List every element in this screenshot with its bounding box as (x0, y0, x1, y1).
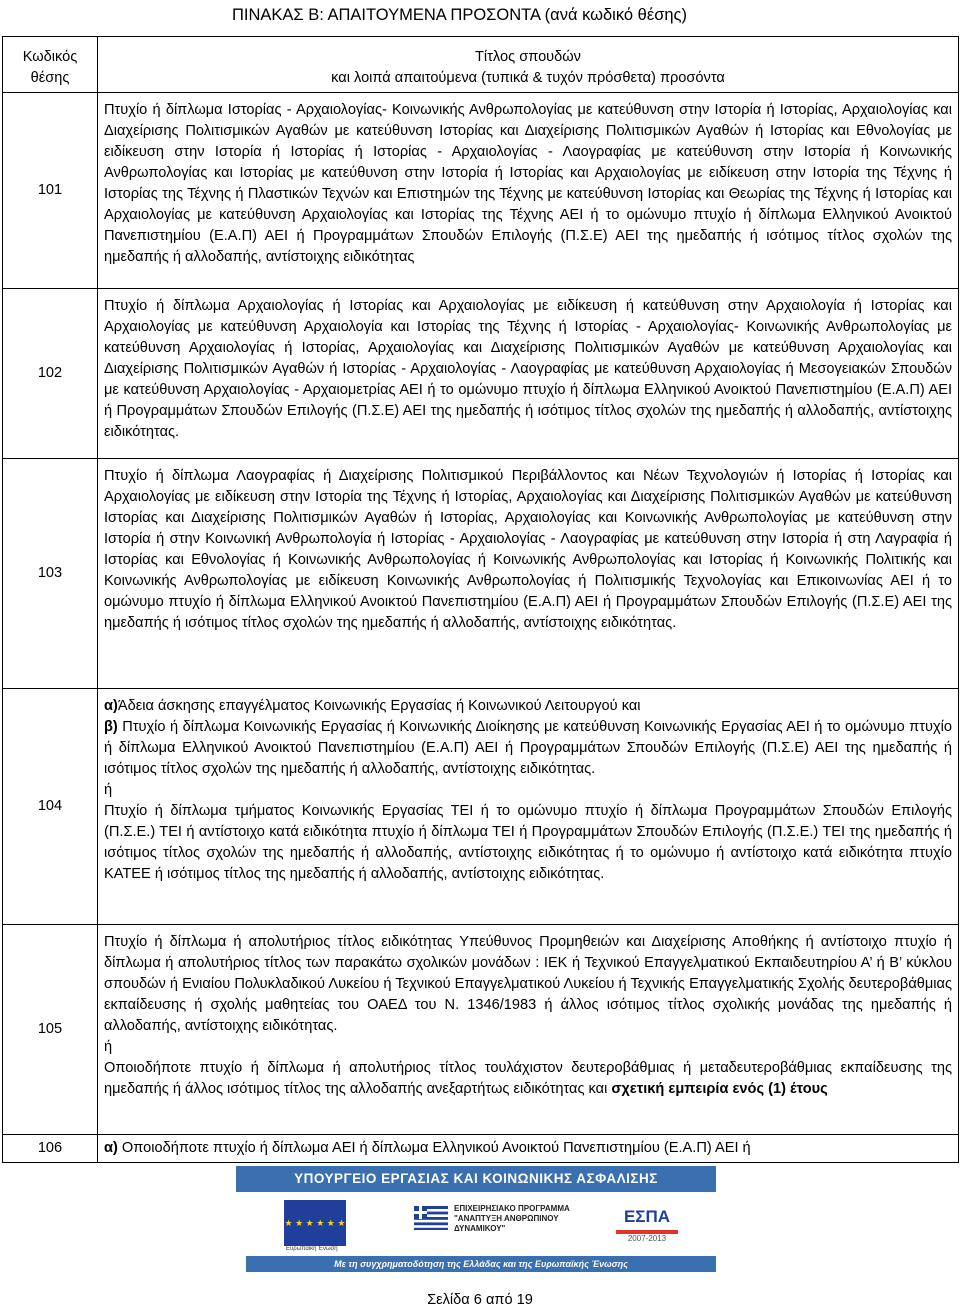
qualification-paragraph: Πτυχίο ή δίπλωμα Ιστορίας - Αρχαιολογίας- Κοινωνικής Ανθρωπολογίας με κατεύθυνση στην Ιστορία ή Ιστορίας, Αρχαιολογίας και Διαχείρισης Πολιτισμικών Αγαθών με κατεύθυνση Ιστορίας και Διαχείρισης Πολιτισμικών Αγαθών ή Ιστορίας και Εθνολογίας με ειδίκευση στην Ιστορία ή Ιστορίας ή Ιστορίας - Αρχαιολογίας - Λαογραφίας με κατεύθυνση στην Ιστορία ή Κοινωνικής Ανθρωπολογίας και Ιστορίας με κατεύθυνση στην Ιστορία ή Ιστορίας και Αρχαιολογίας με ειδίκευση στην Ιστορία της Τέχνης ή Ιστορίας της Τέχνης ή Πλαστικών Τεχνών και Επιστημών της Τέχνης με κατεύθυνση Ιστορίας και Θεωρίας της Τέχνης ή Ιστορίας και Αρχαιολογίας με κατεύθυνση Αρχαιολογίας και Ιστορίας της Τέχνης ΑΕΙ ή το ομώνυμο πτυχίο ή δίπλωμα Ελληνικού Ανοικτού Πανεπιστημίου (Ε.Α.Π) ΑΕΙ ή Προγραμμάτων Σπουδών Επιλογής (Π.Σ.Ε) ΑΕΙ της ημεδαπής ή ισότιμος τίτλος σχολών της ημεδαπής ή αλλοδαπής, αντίστοιχης ειδικότητας (104, 102, 952, 265)
table-row (3, 1135, 959, 1163)
eu-caption: Ευρωπαϊκή Ένωση (286, 1246, 338, 1252)
item-text-a: Οποιοδήποτε πτυχίο ή δίπλωμα ΑΕΙ ή δίπλωμα Ελληνικού Ανοικτού Πανεπιστημίου (Ε.Α.Π) ΑΕΙ ή (117, 1140, 751, 1156)
position-code: 105 (3, 925, 98, 1135)
operational-programme-logo (414, 1200, 594, 1246)
item-text-b: Οποιοδήποτε πτυχίο ή δίπλωμα ή απολυτήριος τίτλος τουλάχιστον δευτεροβάθμιας ή μεταδευτεροβάθμιας εκπαίδευσης της ημεδαπής ή άλλος ισότιμος τίτλος της αλλοδαπής ανεξαρτήτως ειδικότητας και (104, 1060, 952, 1097)
table-row (3, 459, 959, 689)
funding-banner (0, 1164, 960, 1274)
item-label-a: α) (104, 1140, 118, 1156)
position-code: 101 (3, 93, 98, 289)
position-code: 104 (3, 689, 98, 925)
qualification-text (98, 689, 959, 925)
table-header-row (3, 37, 959, 93)
qualification-item-b (104, 717, 952, 780)
experience-requirement: σχετική εμπειρία ενός (1) έτους (611, 1081, 828, 1097)
item-text-a: Άδεια άσκησης επαγγέλματος Κοινωνικής Εργασίας ή Κοινωνικού Λειτουργού και (117, 698, 641, 714)
qualification-paragraph: Πτυχίο ή δίπλωμα Λαογραφίας ή Διαχείρισης Πολιτισμικού Περιβάλλοντος και Νέων Τεχνολογιών ή Ιστορίας ή Ιστορίας και Αρχαιολογίας με ειδίκευση στην Ιστορία της Τέχνης ή Ιστορίας, Αρχαιολογίας και Διαχείρισης Πολιτισμικών Αγαθών με κατεύθυνση Ιστορίας και Διαχείρισης Πολιτισμικών Αγαθών ή Ιστορίας, Αρχαιολογίας και Κοινωνικής Ανθρωπολογίας με κατεύθυνση στην Ιστορία ή στην Κοινωνική Ανθρωπολογία ή Ιστορίας - Αρχαιολογίας - Λαογραφίας με κατεύθυνση στην Ιστορία ή στη Λαγραφία ή Ιστορίας και Εθνολογίας ή Κοινωνικής Ανθρωπολογίας ή Κοινωνικής Ανθρωπολογίας και Ιστορίας ή Κοινωνικής Πολιτικής και Κοινωνικής Ανθρωπολογίας με ειδίκευση Κοινωνικής Ανθρωπολογίας ή Πολιτισμικής Τεχνολογίας και Επικοινωνίας ΑΕΙ ή το ομώνυμο πτυχίο ή δίπλωμα Ελληνικού Ανοικτού Πανεπιστημίου (Ε.Α.Π) ΑΕΙ ή Προγραμμάτων Σπουδών Επιλογής (Π.Σ.Ε) ΑΕΙ της ημεδαπής ή ισότιμος τίτλος σχολών της ημεδαπής ή αλλοδαπής, αντίστοιχης ειδικότητας. (104, 468, 952, 631)
position-code: 106 (3, 1135, 98, 1163)
qualification-item-a (104, 696, 952, 717)
column-header-title-line2: και λοιπά απαιτούμενα (τυπικά & τυχόν πρόσθετα) προσόντα (331, 70, 725, 86)
item-label-a: α) (104, 698, 118, 714)
or-separator: ή (104, 1039, 113, 1055)
qualification-text (98, 289, 959, 459)
cofunding-statement: Με τη συγχρηματοδότηση της Ελλάδας και της Ευρωπαϊκής Ένωσης (246, 1256, 716, 1272)
item-label-b: β) (104, 719, 118, 735)
greek-flag-icon (414, 1206, 448, 1230)
qualification-item-b (104, 1058, 952, 1100)
page-title: ΠΙΝΑΚΑΣ Β: ΑΠΑΙΤΟΥΜΕΝΑ ΠΡΟΣΟΝΤΑ (ανά κωδικό θέσης) (232, 6, 687, 24)
qualifications-table (2, 36, 959, 1163)
column-header-title (98, 37, 959, 93)
qualification-item-a (104, 1138, 952, 1159)
qualification-text (98, 93, 959, 289)
qualification-item-c: Πτυχίο ή δίπλωμα τμήματος Κοινωνικής Εργασίας ΤΕΙ ή το ομώνυμο πτυχίο ή δίπλωμα Προγραμμάτων Σπουδών Επιλογής (Π.Σ.Ε.) ΤΕΙ ή αντίστοιχο κατά ειδικότητα πτυχίο ή δίπλωμα ΤΕΙ ή Προγραμμάτων Σπουδών Επιλογής (Π.Σ.Ε.) ΤΕΙ της ημεδαπής ή ισότιμος τίτλος σχολών της ημεδαπής ή αλλοδαπής, αντίστοιχης ειδικότητας ή το ομώνυμο ή αντίστοιχο κατά ειδικότητα πτυχίο ΚΑΤΕΕ ή ισότιμος τίτλος της ημεδαπής ή αλλοδαπής, αντίστοιχης ειδικότητας. (104, 803, 952, 882)
table-row (3, 689, 959, 925)
programme-name (454, 1204, 594, 1234)
qualification-paragraph: Πτυχίο ή δίπλωμα Αρχαιολογίας ή Ιστορίας και Αρχαιολογίας με ειδίκευση ή κατεύθυνση στην Αρχαιολογία ή Ιστορίας και Αρχαιολογίας με κατεύθυνση Αρχαιολογία και Ιστορίας της Τέχνης ή Ιστορίας - Αρχαιολογίας- Κοινωνικής Ανθρωπολογίας με κατεύθυνση Αρχαιολογίας ή Ιστορίας, Αρχαιολογίας και Διαχείρισης Πολιτισμικών Αγαθών με κατεύθυνση Αρχαιολογίας και Διαχείρισης Πολιτισμικών Αγαθών ή Ιστορίας - Αρχαιολογίας - Λαογραφίας με κατεύθυνση Αρχαιολογίας ή Μεσογειακών Σπουδών με κατεύθυνση Αρχαιολογίας - Αρχαιομετρίας ΑΕΙ ή το ομώνυμο πτυχίο ή δίπλωμα Ελληνικού Ανοικτού Πανεπιστημίου (Ε.Α.Π) ΑΕΙ ή Προγραμμάτων Σπουδών Επιλογής (Π.Σ.Ε) ΑΕΙ της ημεδαπής ή ισότιμος τίτλος σχολών της ημεδαπής ή αλλοδαπής, αντίστοιχης ειδικότητας. (104, 298, 952, 440)
eu-flag-logo (284, 1200, 346, 1246)
position-code: 103 (3, 459, 98, 689)
table-row (3, 93, 959, 289)
ministry-heading: ΥΠΟΥΡΓΕΙΟ ΕΡΓΑΣΙΑΣ ΚΑΙ ΚΟΙΝΩΝΙΚΗΣ ΑΣΦΑΛΙΣΗΣ (236, 1166, 716, 1192)
position-code: 102 (3, 289, 98, 459)
or-separator: ή (104, 782, 113, 798)
column-header-title-line1: Τίτλος σπουδών (475, 49, 581, 65)
column-header-code (3, 37, 98, 93)
espa-logo (616, 1200, 678, 1246)
qualification-text (98, 925, 959, 1135)
column-header-code-line1: Κωδικός (22, 49, 78, 65)
page-number: Σελίδα 6 από 19 (427, 1292, 533, 1308)
programme-name-line2: "ΑΝΑΠΤΥΞΗ ΑΝΘΡΩΠΙΝΟΥ ΔΥΝΑΜΙΚΟΥ" (454, 1214, 559, 1233)
eu-stars-icon: ★ ★ ★ ★ ★ ★ (284, 1218, 346, 1228)
table-row (3, 925, 959, 1135)
qualification-text (98, 1135, 959, 1163)
espa-wordmark: ΕΣΠΑ (623, 1207, 671, 1226)
espa-years: 2007-2013 (627, 1234, 667, 1243)
programme-name-line1: ΕΠΙΧΕΙΡΗΣΙΑΚΟ ΠΡΟΓΡΑΜΜΑ (454, 1204, 570, 1213)
qualification-item-a: Πτυχίο ή δίπλωμα ή απολυτήριος τίτλος ειδικότητας Υπεύθυνος Προμηθειών και Διαχείρισης Αποθήκης ή αντίστοιχο πτυχίο ή δίπλωμα ή απολυτήριος τίτλος των παρακάτω σχολικών μονάδων : ΙΕΚ ή Τεχνικού Επαγγελματικού Εκπαιδευτηρίου Α’ ή Β’ κύκλου σπουδών ή Ενιαίου Πολυκλαδικού Λυκείου ή Τεχνικού Επαγγελματικού Λυκείου ή Τεχνικής Επαγγελματικής Σχολής δευτεροβάθμιας εκπαίδευσης ή σχολής μαθητείας του ΟΑΕΔ του Ν. 1346/1983 ή άλλος ισότιμος τίτλος σχολικής μονάδας της ημεδαπής ή αλλοδαπής, αντίστοιχης ειδικότητας. (104, 934, 952, 1034)
table-row (3, 289, 959, 459)
item-text-b: Πτυχίο ή δίπλωμα Κοινωνικής Εργασίας ή Κοινωνικής Διοίκησης με κατεύθυνση Κοινωνικής Εργασίας ΑΕΙ ή το ομώνυμο πτυχίο ή δίπλωμα Ελληνικού Ανοικτού Πανεπιστημίου (Ε.Α.Π) ΑΕΙ ή Προγραμμάτων Σπουδών Επιλογής (Π.Σ.Ε) ΑΕΙ της ημεδαπής ή ισότιμος τίτλος σχολών της ημεδαπής ή αλλοδαπής, αντίστοιχης ειδικότητας. (104, 719, 952, 777)
column-header-code-line2: θέσης (30, 70, 70, 86)
qualification-text (98, 459, 959, 689)
